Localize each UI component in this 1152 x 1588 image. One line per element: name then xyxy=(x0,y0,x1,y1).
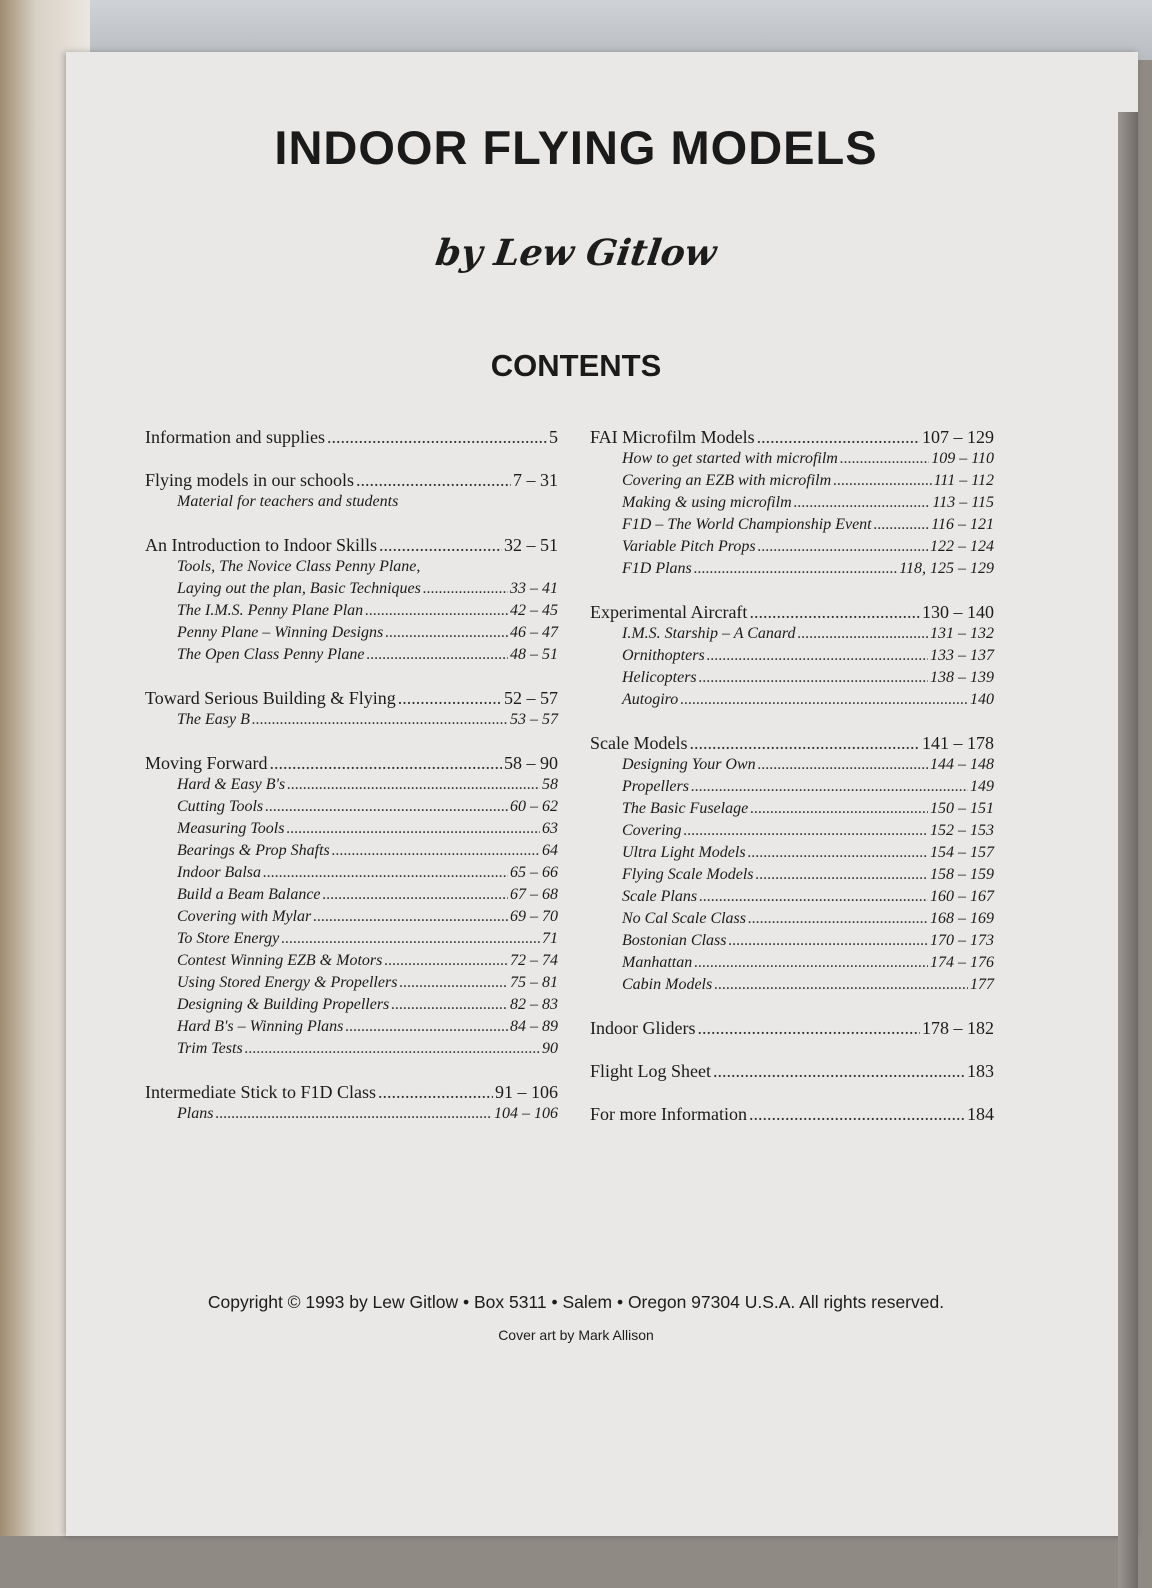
toc-page-number: 46 – 47 xyxy=(510,624,558,641)
toc-subentry xyxy=(590,667,994,689)
toc-page-number: 183 xyxy=(967,1061,994,1081)
toc-entry-title: Trim Tests xyxy=(177,1040,243,1057)
dot-leader xyxy=(798,623,929,645)
toc-subentry xyxy=(145,906,558,928)
toc-subentry xyxy=(590,842,994,864)
contents-section xyxy=(145,687,558,731)
dot-leader xyxy=(749,601,920,623)
dot-leader xyxy=(265,796,508,818)
toc-subentry xyxy=(145,491,558,513)
contents-section xyxy=(145,426,558,448)
toc-subentry xyxy=(590,623,994,645)
dot-leader xyxy=(840,448,929,470)
dot-leader xyxy=(758,754,928,776)
toc-page-number: 48 – 51 xyxy=(510,646,558,663)
toc-entry-title: Flight Log Sheet xyxy=(590,1061,711,1081)
toc-subentry xyxy=(145,556,558,578)
background xyxy=(0,0,1152,60)
dot-leader xyxy=(345,1016,508,1038)
toc-page-number: 170 – 173 xyxy=(930,932,994,949)
dot-leader xyxy=(694,952,928,974)
toc-entry xyxy=(145,426,558,448)
toc-entry-title: Using Stored Energy & Propellers xyxy=(177,974,398,991)
book-title: INDOOR FLYING MODELS xyxy=(274,121,878,174)
toc-subentry xyxy=(145,840,558,862)
dot-leader xyxy=(378,1081,493,1103)
toc-page-number: 130 – 140 xyxy=(922,602,994,622)
toc-subentry xyxy=(590,492,994,514)
toc-page-number: 118, 125 – 129 xyxy=(899,560,994,577)
toc-entry-title: Ornithopters xyxy=(622,647,705,664)
toc-page-number: 104 – 106 xyxy=(494,1105,558,1122)
toc-entry-title: Flying Scale Models xyxy=(622,866,754,883)
dot-leader xyxy=(391,994,508,1016)
toc-page-number: 174 – 176 xyxy=(930,954,994,971)
toc-entry-title: Scale Models xyxy=(590,733,688,753)
toc-entry xyxy=(145,469,558,491)
toc-page-number: 69 – 70 xyxy=(510,908,558,925)
toc-entry-title: Build a Beam Balance xyxy=(177,886,321,903)
toc-entry-title: Bearings & Prop Shafts xyxy=(177,842,330,859)
toc-page-number: 58 – 90 xyxy=(504,753,558,773)
toc-subentry xyxy=(590,754,994,776)
toc-entry-title: Hard & Easy B's xyxy=(177,776,286,793)
toc-page-number: 60 – 62 xyxy=(510,798,558,815)
contents-section xyxy=(590,601,994,711)
toc-page-number: 144 – 148 xyxy=(930,756,994,773)
toc-entry-title: Plans xyxy=(177,1105,214,1122)
toc-entry-title: To Store Energy xyxy=(177,930,280,947)
toc-entry-title: Variable Pitch Props xyxy=(622,538,756,555)
toc-subentry xyxy=(590,952,994,974)
toc-page-number: 90 xyxy=(542,1040,558,1057)
author-byline: by Lew Gitlow xyxy=(433,232,719,274)
toc-subentry xyxy=(590,689,994,711)
toc-subentry xyxy=(590,558,994,580)
toc-entry-title: F1D – The World Championship Event xyxy=(622,516,872,533)
dot-leader xyxy=(874,514,930,536)
cover-art-credit: Cover art by Mark Allison xyxy=(498,1327,654,1343)
toc-entry-title: Making & using microfilm xyxy=(622,494,792,511)
toc-subentry xyxy=(145,774,558,796)
toc-entry-title: Indoor Gliders xyxy=(590,1018,696,1038)
toc-page-number: 32 – 51 xyxy=(504,535,558,555)
toc-entry-title: Helicopters xyxy=(622,669,697,686)
toc-entry-title: How to get started with microfilm xyxy=(622,450,838,467)
dot-leader xyxy=(356,469,511,491)
toc-page-number: 141 – 178 xyxy=(922,733,994,753)
dot-leader xyxy=(833,470,931,492)
toc-subentry xyxy=(145,972,558,994)
toc-page-number: 184 xyxy=(967,1104,994,1124)
toc-page-number: 133 – 137 xyxy=(930,647,994,664)
dot-leader xyxy=(757,426,920,448)
toc-entry-title: F1D Plans xyxy=(622,560,692,577)
toc-entry-title: Contest Winning EZB & Motors xyxy=(177,952,383,969)
toc-page-number: 150 – 151 xyxy=(930,800,994,817)
dot-leader xyxy=(384,950,508,972)
toc-entry-title: Penny Plane – Winning Designs xyxy=(177,624,384,641)
dot-leader xyxy=(691,776,968,798)
toc-entry-title: Manhattan xyxy=(622,954,693,971)
toc-entry-title: The I.M.S. Penny Plane Plan xyxy=(177,602,364,619)
toc-page-number: 111 – 112 xyxy=(933,472,994,489)
dot-leader xyxy=(281,928,540,950)
toc-page-number: 107 – 129 xyxy=(922,427,994,447)
toc-subentry xyxy=(145,578,558,600)
toc-page-number: 178 – 182 xyxy=(922,1018,994,1038)
toc-entry-title: Measuring Tools xyxy=(177,820,285,837)
toc-page-number: 113 – 115 xyxy=(932,494,994,511)
toc-page-number: 177 xyxy=(970,976,994,993)
dot-leader xyxy=(327,426,547,448)
toc-page-number: 82 – 83 xyxy=(510,996,558,1013)
toc-entry-title: Covering an EZB with microfilm xyxy=(622,472,832,489)
dot-leader xyxy=(263,862,508,884)
toc-page-number: 67 – 68 xyxy=(510,886,558,903)
dot-leader xyxy=(245,1038,540,1060)
toc-page-number: 91 – 106 xyxy=(495,1082,558,1102)
dot-leader xyxy=(699,667,928,689)
dot-leader xyxy=(680,689,968,711)
dot-leader xyxy=(728,930,928,952)
toc-subentry xyxy=(145,622,558,644)
contents-section xyxy=(145,752,558,1060)
contents-section xyxy=(590,732,994,996)
toc-page-number: 140 xyxy=(970,691,994,708)
toc-entry-title: No Cal Scale Class xyxy=(622,910,747,927)
dot-leader xyxy=(697,1017,920,1039)
toc-entry xyxy=(590,1103,994,1125)
dot-leader xyxy=(215,1103,492,1125)
toc-entry-title: An Introduction to Indoor Skills xyxy=(145,535,377,555)
toc-subentry xyxy=(145,884,558,906)
toc-page-number: 63 xyxy=(542,820,558,837)
dot-leader xyxy=(332,840,540,862)
dot-leader xyxy=(313,906,508,928)
toc-entry-title: Tools, The Novice Class Penny Plane, xyxy=(177,558,421,575)
contents-left-column xyxy=(145,426,558,1146)
toc-entry-title: Experimental Aircraft xyxy=(590,602,748,622)
contents-section xyxy=(590,1017,994,1039)
contents-section xyxy=(145,1081,558,1125)
toc-page-number: 5 xyxy=(549,427,558,447)
contents-section xyxy=(145,469,558,513)
copyright-notice: Copyright © 1993 by Lew Gitlow • Box 5311 • Salem • Oregon 97304 U.S.A. All rights reserved. xyxy=(207,1292,945,1312)
toc-entry-title: Designing Your Own xyxy=(622,756,756,773)
toc-subentry xyxy=(145,1016,558,1038)
toc-entry-title: The Easy B xyxy=(177,711,250,728)
toc-entry xyxy=(590,426,994,448)
toc-entry-title: Cabin Models xyxy=(622,976,713,993)
dot-leader xyxy=(684,820,928,842)
toc-subentry xyxy=(145,709,558,731)
toc-subentry xyxy=(590,864,994,886)
dot-leader xyxy=(699,886,928,908)
dot-leader xyxy=(286,818,540,840)
toc-entry-title: Scale Plans xyxy=(622,888,698,905)
toc-subentry xyxy=(145,1103,558,1125)
toc-page-number: 160 – 167 xyxy=(930,888,994,905)
toc-page-number: 131 – 132 xyxy=(930,625,994,642)
contents-section xyxy=(145,534,558,666)
toc-entry-title: Covering with Mylar xyxy=(177,908,312,925)
toc-subentry xyxy=(590,930,994,952)
toc-page-number: 158 – 159 xyxy=(930,866,994,883)
toc-page-number: 154 – 157 xyxy=(930,844,994,861)
toc-subentry xyxy=(145,1038,558,1060)
toc-page-number: 53 – 57 xyxy=(510,711,558,728)
dot-leader xyxy=(749,1103,965,1125)
dot-leader xyxy=(713,1060,965,1082)
toc-entry xyxy=(145,534,558,556)
toc-entry-title: Moving Forward xyxy=(145,753,268,773)
dot-leader xyxy=(423,578,508,600)
toc-entry-title: Indoor Balsa xyxy=(177,864,261,881)
toc-subentry xyxy=(590,645,994,667)
toc-subentry xyxy=(145,862,558,884)
toc-page-number: 52 – 57 xyxy=(504,688,558,708)
toc-entry-title: The Basic Fuselage xyxy=(622,800,749,817)
dot-leader xyxy=(385,622,508,644)
toc-subentry xyxy=(590,536,994,558)
toc-entry-title: Material for teachers and students xyxy=(177,493,399,510)
toc-entry-title: Laying out the plan, Basic Techniques xyxy=(177,580,421,597)
toc-subentry xyxy=(590,776,994,798)
toc-subentry xyxy=(145,644,558,666)
dot-leader xyxy=(365,600,508,622)
toc-page-number: 42 – 45 xyxy=(510,602,558,619)
toc-entry-title: Flying models in our schools xyxy=(145,470,355,490)
contents-right-column xyxy=(590,426,994,1146)
toc-entry-title: Bostonian Class xyxy=(622,932,727,949)
dot-leader xyxy=(756,864,928,886)
toc-subentry xyxy=(590,886,994,908)
toc-entry xyxy=(590,1060,994,1082)
toc-page-number: 168 – 169 xyxy=(930,910,994,927)
dot-leader xyxy=(689,732,920,754)
toc-entry-title: I.M.S. Starship – A Canard xyxy=(622,625,796,642)
toc-entry-title: Ultra Light Models xyxy=(622,844,746,861)
dot-leader xyxy=(748,908,928,930)
toc-page-number: 64 xyxy=(542,842,558,859)
toc-subentry xyxy=(145,818,558,840)
toc-page-number: 109 – 110 xyxy=(931,450,994,467)
toc-subentry xyxy=(145,600,558,622)
dot-leader xyxy=(694,558,897,580)
toc-page-number: 122 – 124 xyxy=(930,538,994,555)
toc-page-number: 116 – 121 xyxy=(931,516,994,533)
dot-leader xyxy=(399,972,508,994)
dot-leader xyxy=(707,645,928,667)
toc-entry-title: Autogiro xyxy=(622,691,679,708)
toc-entry xyxy=(145,1081,558,1103)
toc-entry xyxy=(145,687,558,709)
toc-entry-title: FAI Microfilm Models xyxy=(590,427,755,447)
toc-page-number: 138 – 139 xyxy=(930,669,994,686)
toc-subentry xyxy=(145,950,558,972)
toc-entry-title: The Open Class Penny Plane xyxy=(177,646,365,663)
toc-entry-title: Toward Serious Building & Flying xyxy=(145,688,396,708)
toc-entry-title: Covering xyxy=(622,822,682,839)
toc-entry-title: Intermediate Stick to F1D Class xyxy=(145,1082,376,1102)
toc-subentry xyxy=(590,448,994,470)
dot-leader xyxy=(794,492,931,514)
toc-entry xyxy=(145,752,558,774)
toc-subentry xyxy=(590,514,994,536)
toc-entry-title: Cutting Tools xyxy=(177,798,264,815)
toc-page-number: 152 – 153 xyxy=(930,822,994,839)
dot-leader xyxy=(252,709,508,731)
dot-leader xyxy=(398,687,502,709)
toc-subentry xyxy=(590,908,994,930)
dot-leader xyxy=(287,774,540,796)
dot-leader xyxy=(323,884,508,906)
toc-entry-title: Propellers xyxy=(622,778,689,795)
toc-page-number: 84 – 89 xyxy=(510,1018,558,1035)
dot-leader xyxy=(748,842,928,864)
toc-subentry xyxy=(590,820,994,842)
contents-section xyxy=(590,1103,994,1125)
toc-page-number: 7 – 31 xyxy=(513,470,558,490)
toc-entry-title: Designing & Building Propellers xyxy=(177,996,390,1013)
dot-leader xyxy=(367,644,508,666)
toc-entry xyxy=(590,1017,994,1039)
toc-entry xyxy=(590,601,994,623)
toc-entry xyxy=(590,732,994,754)
toc-subentry xyxy=(590,798,994,820)
toc-entry-title: For more Information xyxy=(590,1104,747,1124)
contents-section xyxy=(590,426,994,580)
dot-leader xyxy=(758,536,928,558)
toc-entry-title: Hard B's – Winning Plans xyxy=(177,1018,344,1035)
toc-page-number: 75 – 81 xyxy=(510,974,558,991)
toc-entry-title: Information and supplies xyxy=(145,427,325,447)
toc-page-number: 72 – 74 xyxy=(510,952,558,969)
contents-heading: CONTENTS xyxy=(490,348,662,383)
toc-page-number: 71 xyxy=(542,930,558,947)
dot-leader xyxy=(379,534,502,556)
contents-section xyxy=(590,1060,994,1082)
dot-leader xyxy=(270,752,503,774)
toc-subentry xyxy=(590,470,994,492)
toc-subentry xyxy=(145,928,558,950)
page-shadow xyxy=(1118,112,1138,1588)
toc-subentry xyxy=(145,796,558,818)
toc-subentry xyxy=(590,974,994,996)
toc-page-number: 33 – 41 xyxy=(510,580,558,597)
toc-page-number: 149 xyxy=(970,778,994,795)
dot-leader xyxy=(750,798,928,820)
dot-leader xyxy=(714,974,968,996)
toc-page-number: 65 – 66 xyxy=(510,864,558,881)
toc-subentry xyxy=(145,994,558,1016)
toc-page-number: 58 xyxy=(542,776,558,793)
